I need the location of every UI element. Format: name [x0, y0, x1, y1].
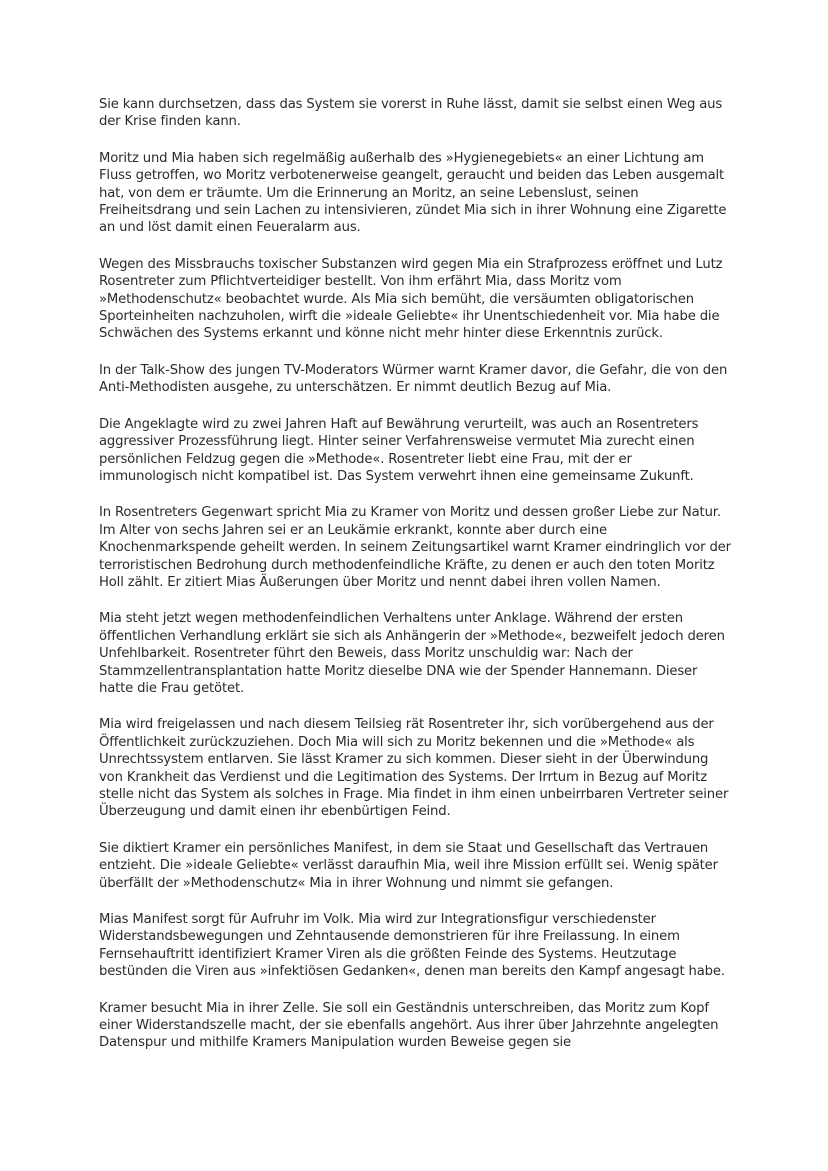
document-body — [99, 96, 732, 1052]
paragraph-11: Kramer besucht Mia in ihrer Zelle. Sie soll ein Geständnis unterschreiben, das Moritz zum Kopf einer Widerstandszelle macht, der sie ebenfalls angehört. Aus ihrer über Jahrzehnte angelegten Datenspur und mithilfe Kramers Manipulation wurden Beweise gegen sie — [99, 1000, 719, 1051]
paragraph-8: Mia wird freigelassen und nach diesem Teilsieg rät Rosentreter ihr, sich vorübergehend aus der Öffentlichkeit zurückzuziehen. Doch Mia will sich zu Moritz bekennen und die »Methode« als Unrechtssystem entlarven. Sie lässt Kramer zu sich kommen. Dieser sieht in der Überwindung von Krankheit das Verdienst und die Legitimation des Systems. Der Irrtum in Bezug auf Moritz stelle nicht das System als solches in Frage. Mia findet in ihm einen unbeirrbaren Vertreter seiner Überzeugung und damit einen ihr ebenbürtigen Feind. — [99, 717, 729, 820]
paragraph-9: Sie diktiert Kramer ein persönliches Manifest, in dem sie Staat und Gesellschaft das Vertrauen entzieht. Die »ideale Geliebte« verlässt daraufhin Mia, weil ihre Mission erfüllt sei. Wenig später überfällt der »Methodenschutz« Mia in ihrer Wohnung und nimmt sie gefangen. — [99, 840, 718, 891]
paragraph-1: Sie kann durchsetzen, dass das System sie vorerst in Ruhe lässt, damit sie selbst einen Weg aus der Krise finden kann. — [99, 97, 723, 130]
paragraph-3: Wegen des Missbrauchs toxischer Substanzen wird gegen Mia ein Strafprozess eröffnet und Lutz Rosentreter zum Pflichtverteidiger bestellt. Von ihm erfährt Mia, dass Moritz vom »Methodenschutz« beobachtet wurde. Als Mia sich bemüht, die versäumten obligatorischen Sporteinheiten nachzuholen, wirft die »ideale Geliebte« ihr Unentschiedenheit vor. Mia habe die Schwächen des Systems erkannt und könne nicht mehr hinter diese Erkenntnis zurück. — [99, 256, 723, 342]
paragraph-4: In der Talk-Show des jungen TV-Moderators Würmer warnt Kramer davor, die Gefahr, die von den Anti-Methodisten ausgehe, zu unterschätzen. Er nimmt deutlich Bezug auf Mia. — [99, 362, 728, 396]
paragraph-2: Moritz und Mia haben sich regelmäßig außerhalb des »Hygienegebiets« an einer Lichtung am Fluss getroffen, wo Moritz verbotenerweise geangelt, geraucht und beiden das Leben ausgemalt hat, von dem er träumte. Um die Erinnerung an Moritz, an seine Lebenslust, seinen Freiheitsdrang und sein Lachen zu intensivieren, zündet Mia sich in ihrer Wohnung eine Zigarette an und löst damit einen Feueralarm aus. — [99, 150, 727, 236]
paragraph-6: In Rosentreters Gegenwart spricht Mia zu Kramer von Moritz und dessen großer Liebe zur Natur. Im Alter von sechs Jahren sei er an Leukämie erkrankt, konnte aber durch eine Knochenmarkspende geheilt werden. In seinem Zeitungsartikel warnt Kramer eindringlich vor der terroristischen Bedrohung durch methodenfeindliche Kräfte, zu denen er auch den toten Moritz Holl zählt. Er zitiert Mias Äußerungen über Moritz und nennt dabei ihren vollen Namen. — [99, 505, 731, 590]
paragraph-5: Die Angeklagte wird zu zwei Jahren Haft auf Bewährung verurteilt, was auch an Rosentreters aggressiver Prozessführung liegt. Hinter seiner Verfahrensweise vermutet Mia zurecht einen persönlichen Feldzug gegen die »Methode«. Rosentreter liebt eine Frau, mit der er immunologisch nicht kompatibel ist. Das System verwehrt ihnen eine gemeinsame Zukunft. — [99, 416, 699, 484]
paragraph-7: Mia steht jetzt wegen methodenfeindlichen Verhaltens unter Anklage. Während der ersten öffentlichen Verhandlung erklärt sie sich als Anhängerin der »Methode«, bezweifelt jedoch deren Unfehlbarkeit. Rosentreter führt den Beweis, dass Moritz unschuldig war: Nach der Stammzellentransplantation hatte Moritz dieselbe DNA wie der Spender Hannemann. Dieser hatte die Frau getötet. — [99, 611, 725, 696]
paragraph-10: Mias Manifest sorgt für Aufruhr im Volk. Mia wird zur Integrationsfigur verschiedenster Widerstandsbewegungen und Zehntausende demonstrieren für ihre Freilassung. In einem Fernsehauftritt identifiziert Kramer Viren als die größten Feinde des Systems. Heutzutage bestünden die Viren aus »infektiösen Gedanken«, denen man bereits den Kampf angesagt habe. — [99, 912, 725, 980]
